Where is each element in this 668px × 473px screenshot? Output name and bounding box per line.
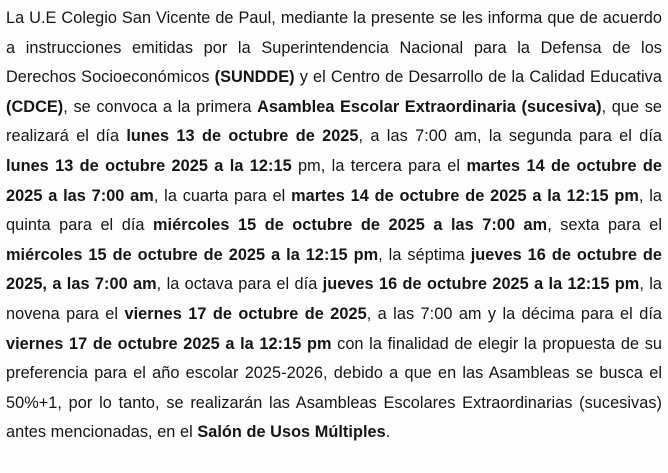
notice-text-segment-bold: Salón de Usos Múltiples <box>197 423 386 442</box>
notice-text-segment-bold: (SUNDDE) <box>214 68 295 87</box>
notice-text-segment-bold: martes 14 de octubre de 2025 a la 12:15 pm <box>291 186 639 205</box>
notice-text-segment: y el Centro de Desarrollo de la Calidad Educativa <box>294 68 662 87</box>
notice-text-segment: , a las 7:00 am, la segunda para el día <box>358 127 662 146</box>
notice-text-segment: , la séptima <box>378 245 471 264</box>
notice-text-segment: pm, la tercera para el <box>291 156 467 175</box>
notice-text-segment: , a las 7:00 am y la décima para el día <box>366 304 662 323</box>
notice-text-segment: , sexta para el <box>547 216 663 235</box>
notice-text-segment: con la finalidad de elegir la propuesta de su preferencia para el año escolar 2025-2026, debido a que en las Asambleas se busca el 50%+1, por lo tanto, se realizarán las Asambleas Escolares Extraordinarias (sucesivas) antes mencionadas, en el <box>6 334 662 442</box>
notice-text-segment: , la cuarta para el <box>153 186 292 205</box>
notice-text-segment-bold: miércoles 15 de octubre de 2025 a la 12:15 pm <box>6 245 379 264</box>
notice-text-segment-bold: jueves 16 de octubre 2025 a la 12:15 pm <box>322 275 640 294</box>
notice-paragraph <box>6 4 662 448</box>
notice-text-segment: , que se realizará el día <box>6 97 662 146</box>
notice-text-segment-bold: (CDCE) <box>6 97 64 116</box>
notice-text-segment-bold: viernes 17 de octubre 2025 a la 12:15 pm <box>6 334 332 353</box>
notice-text-segment-bold: lunes 13 de octubre de 2025 <box>126 127 359 146</box>
notice-text-segment: , se convoca a la primera <box>63 97 258 116</box>
notice-text-segment-bold: Asamblea Escolar Extraordinaria (sucesiva) <box>257 97 602 116</box>
notice-text-segment: . <box>385 423 391 442</box>
notice-text-segment: , la quinta para el día <box>6 186 662 235</box>
notice-text-segment: La U.E Colegio San Vicente de Paul, mediante la presente se les informa que de acuerdo a instrucciones emitidas por la Superintendencia Nacional para la Defensa de los Derechos Socioeconómicos <box>6 9 662 87</box>
notice-text-segment-bold: jueves 16 de octubre de 2025, a las 7:00 am <box>6 245 663 294</box>
notice-text-segment-bold: viernes 17 de octubre de 2025 <box>124 304 367 323</box>
notice-text-segment-bold: miércoles 15 de octubre de 2025 a las 7:00 am <box>153 216 548 235</box>
notice-text-segment: , la novena para el <box>6 275 662 323</box>
notice-text-segment-bold: martes 14 de octubre de 2025 a las 7:00 am <box>6 156 662 205</box>
notice-text-segment-bold: lunes 13 de octubre 2025 a la 12:15 <box>6 156 292 175</box>
notice-text-segment: , la octava para el día <box>156 275 323 294</box>
